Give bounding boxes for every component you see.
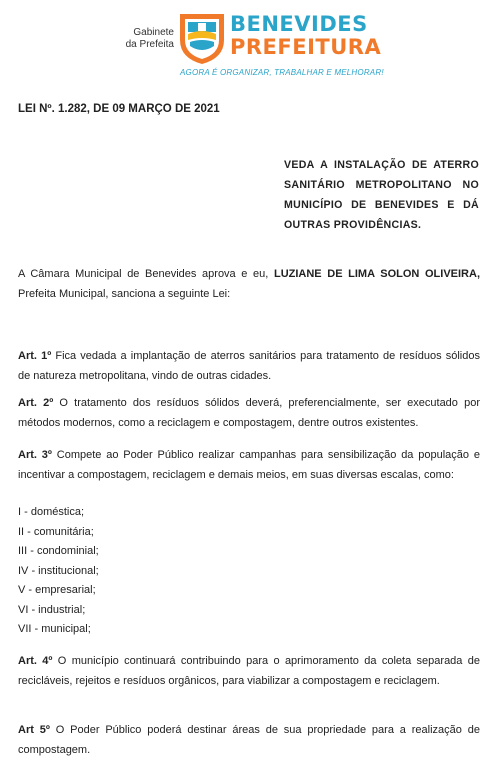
list-item: I - doméstica; bbox=[18, 506, 85, 518]
slogan: AGORA É ORGANIZAR, TRABALHAR E MELHORAR! bbox=[180, 68, 384, 77]
article-4-text: O município continuará contribuindo para o aprimoramento da coleta separada de recicláveis, rejeitos e resíduos orgânicos, para viabilizar a compostagem e reciclagem. bbox=[18, 655, 480, 687]
article-2-text: O tratamento dos resíduos sólidos deverá, preferencialmente, ser executado por métodos modernos, como a reciclagem e compostagem, dentre outros existentes. bbox=[18, 397, 480, 429]
gabinete-line-2: da Prefeita bbox=[125, 39, 174, 50]
article-3-text: Compete ao Poder Público realizar campanhas para sensibilização da população e incentivar a compostagem, reciclagem e demais meios, em suas diversas escalas, como: bbox=[18, 449, 480, 481]
list-item: V - empresarial; bbox=[18, 584, 96, 596]
article-1 bbox=[18, 346, 480, 386]
article-5-text: O Poder Público poderá destinar áreas de sua propriedade para a realização de compostagem. bbox=[18, 724, 480, 756]
preamble bbox=[18, 264, 480, 304]
brand-title-top: BENEVIDES bbox=[230, 12, 368, 36]
letterhead bbox=[0, 0, 498, 90]
article-3-label: Art. 3º bbox=[18, 449, 52, 461]
list-item: III - condominial; bbox=[18, 545, 99, 557]
list-item: VI - industrial; bbox=[18, 603, 86, 616]
law-title: LEI Nº. 1.282, DE 09 MARÇO DE 2021 bbox=[18, 103, 220, 115]
preamble-start: A Câmara Municipal de Benevides aprova e eu, bbox=[18, 268, 274, 280]
article-1-label: Art. 1º bbox=[18, 350, 52, 362]
list-item: VII - municipal; bbox=[18, 623, 91, 635]
preamble-end: Prefeita Municipal, sanciona a seguinte Lei: bbox=[18, 288, 231, 300]
article-4 bbox=[18, 651, 480, 691]
article-2 bbox=[18, 393, 480, 433]
article-1-text: Fica vedada a implantação de aterros sanitários para tratamento de resíduos sólidos de natureza metropolitana, vindo de outras cidades. bbox=[18, 350, 480, 382]
list-item: II - comunitária; bbox=[18, 525, 94, 538]
city-crest-icon bbox=[178, 10, 226, 66]
gabinete-label bbox=[108, 27, 174, 51]
article-3 bbox=[18, 445, 480, 485]
brand-title-bottom: PREFEITURA bbox=[230, 35, 382, 59]
article-5 bbox=[18, 720, 480, 760]
article-3-list bbox=[18, 503, 99, 640]
law-ementa: VEDA A INSTALAÇÃO DE ATERRO SANITÁRIO METROPOLITANO NO MUNICÍPIO DE BENEVIDES E DÁ OUTRAS PROVIDÊNCIAS. bbox=[284, 159, 479, 231]
gabinete-line-1: Gabinete bbox=[133, 27, 174, 38]
preamble-name: LUZIANE DE LIMA SOLON OLIVEIRA, bbox=[273, 268, 480, 280]
article-4-label: Art. 4º bbox=[18, 655, 53, 667]
article-2-label: Art. 2º bbox=[18, 397, 54, 409]
list-item: IV - institucional; bbox=[18, 564, 99, 577]
article-5-label: Art 5º bbox=[18, 724, 50, 736]
